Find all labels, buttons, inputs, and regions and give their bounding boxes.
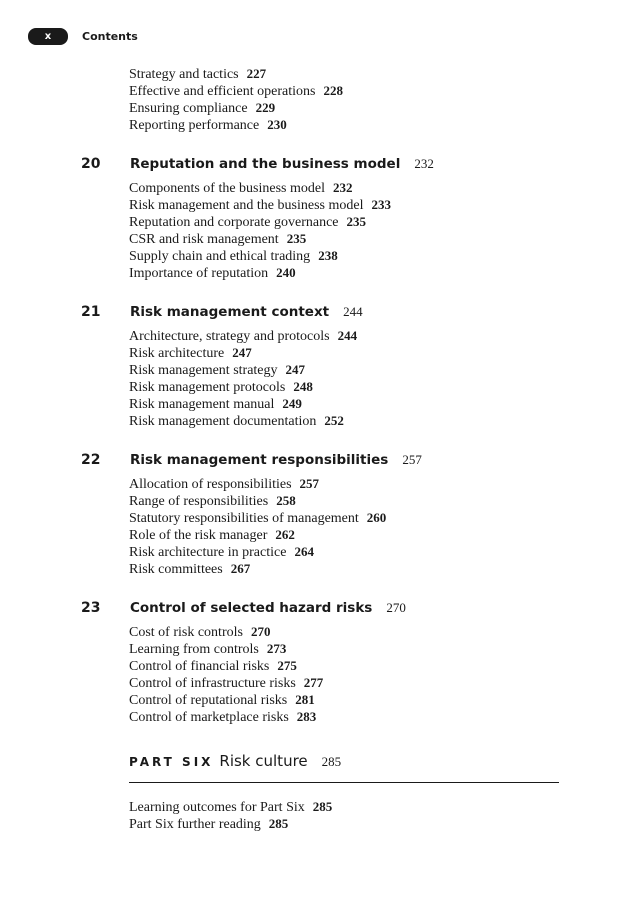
toc-entry-page: 260 — [366, 510, 387, 525]
toc-entry-title: Control of infrastructure risks — [129, 676, 296, 691]
toc-entry-page: 227 — [246, 66, 267, 81]
toc-entry-page: 281 — [295, 692, 315, 707]
toc-entry-title: Learning outcomes for Part Six — [129, 800, 305, 815]
chapter-number: 22 — [81, 452, 101, 468]
toc-entry — [129, 544, 638, 561]
toc-entry-page: 240 — [276, 265, 296, 280]
chapter-heading — [0, 156, 638, 180]
chapter-heading — [0, 452, 638, 476]
toc-entry — [129, 799, 638, 816]
toc-entry-page: 247 — [232, 345, 252, 360]
chapter-number: 21 — [81, 304, 101, 320]
chapter-title-line — [130, 600, 406, 616]
chapter-title: Risk management responsibilities — [130, 452, 389, 468]
table-of-contents — [0, 66, 638, 833]
toc-entry-title: Part Six further reading — [129, 817, 261, 832]
toc-entry — [129, 510, 638, 527]
toc-entry-title: Control of financial risks — [129, 659, 270, 674]
page-number-badge: x — [28, 28, 68, 45]
toc-entry-title: Risk management and the business model — [129, 198, 364, 213]
toc-entry-title: Risk management strategy — [129, 363, 278, 378]
chapter-heading — [0, 304, 638, 328]
chapter-21 — [0, 304, 638, 430]
toc-entry — [129, 413, 638, 430]
toc-entry-title: Reporting performance — [129, 118, 260, 133]
toc-entry-page: 235 — [346, 214, 367, 229]
toc-entry-page: 235 — [286, 231, 307, 246]
toc-entry-title: Risk management documentation — [129, 414, 317, 429]
toc-entry-page: 277 — [303, 675, 324, 690]
toc-entry-title: Components of the business model — [129, 181, 325, 196]
part-title: Risk culture — [219, 752, 308, 770]
toc-entry — [129, 214, 638, 231]
toc-entry — [129, 180, 638, 197]
toc-entry — [129, 476, 638, 493]
toc-entry — [129, 265, 638, 282]
toc-entry-title: Cost of risk controls — [129, 625, 243, 640]
toc-entry-page: 238 — [318, 248, 338, 263]
toc-entry-page: 273 — [266, 641, 287, 656]
toc-entry-title: Architecture, strategy and protocols — [129, 329, 330, 344]
chapter-22 — [0, 452, 638, 578]
chapter-page: 232 — [414, 156, 434, 171]
toc-entry-page: 275 — [277, 658, 297, 673]
toc-entry-title: Ensuring compliance — [129, 101, 248, 116]
chapter-title: Control of selected hazard risks — [130, 600, 373, 616]
toc-entry-page: 283 — [296, 709, 317, 724]
toc-entry-page: 267 — [230, 561, 251, 576]
toc-entry-title: Reputation and corporate governance — [129, 215, 339, 230]
chapter-title-line — [130, 156, 434, 172]
toc-entry — [129, 248, 638, 265]
toc-entry — [129, 641, 638, 658]
toc-entry-page: 270 — [250, 624, 271, 639]
toc-entry — [129, 328, 638, 345]
running-head: Contents — [82, 30, 138, 43]
toc-entry — [129, 527, 638, 544]
toc-entry-page: 233 — [371, 197, 391, 212]
toc-entry — [129, 658, 638, 675]
chapter-number: 20 — [81, 156, 101, 172]
toc-entry-page: 258 — [276, 493, 296, 508]
toc-entry-title: Risk committees — [129, 562, 223, 577]
toc-entry-page: 248 — [293, 379, 313, 394]
chapter-title: Risk management context — [130, 304, 330, 320]
toc-entry-title: Allocation of responsibilities — [129, 477, 292, 492]
part-heading — [129, 752, 559, 783]
toc-entry — [129, 117, 638, 134]
toc-entry-title: Supply chain and ethical trading — [129, 249, 311, 264]
chapter-23 — [0, 600, 638, 726]
toc-entry-title: Control of reputational risks — [129, 693, 288, 708]
toc-entry-title: Importance of reputation — [129, 266, 269, 281]
toc-entry-page: 247 — [285, 362, 306, 377]
toc-entry-page: 228 — [323, 83, 343, 98]
toc-entry-page: 229 — [255, 100, 276, 115]
intro-items — [0, 66, 638, 134]
chapter-20 — [0, 156, 638, 282]
toc-entry-page: 262 — [275, 527, 295, 542]
toc-entry-page: 264 — [294, 544, 314, 559]
toc-entry — [129, 66, 638, 83]
toc-entry-title: Risk management manual — [129, 397, 275, 412]
toc-entry-title: Risk architecture in practice — [129, 545, 287, 560]
toc-entry-page: 232 — [333, 180, 353, 195]
toc-entry-title: Strategy and tactics — [129, 67, 239, 82]
part-page: 285 — [321, 754, 342, 769]
toc-entry — [129, 816, 638, 833]
chapter-title-line — [130, 452, 422, 468]
toc-entry — [129, 83, 638, 100]
toc-entry — [129, 396, 638, 413]
toc-entry — [129, 197, 638, 214]
toc-entry — [129, 345, 638, 362]
toc-entry — [129, 709, 638, 726]
toc-entry-page: 257 — [299, 476, 320, 491]
toc-entry-title: Risk management protocols — [129, 380, 286, 395]
toc-entry-title: Range of responsibilities — [129, 494, 269, 509]
toc-entry-page: 244 — [337, 328, 358, 343]
part-label: PART SIX — [129, 755, 214, 769]
chapter-title: Reputation and the business model — [130, 156, 401, 172]
toc-entry — [129, 692, 638, 709]
chapter-heading — [0, 600, 638, 624]
chapter-number: 23 — [81, 600, 101, 616]
toc-entry — [129, 231, 638, 248]
toc-entry — [129, 624, 638, 641]
toc-entry-page: 249 — [282, 396, 302, 411]
chapter-title-line — [130, 304, 363, 320]
toc-entry — [129, 675, 638, 692]
toc-entry-title: Risk architecture — [129, 346, 225, 361]
toc-entry — [129, 561, 638, 578]
page-header — [28, 28, 138, 45]
toc-entry-title: Role of the risk manager — [129, 528, 268, 543]
toc-entry-title: Control of marketplace risks — [129, 710, 289, 725]
toc-entry — [129, 493, 638, 510]
toc-entry — [129, 100, 638, 117]
toc-entry-page: 285 — [312, 799, 333, 814]
toc-entry-page: 285 — [268, 816, 289, 831]
toc-entry-page: 252 — [324, 413, 344, 428]
chapter-page: 270 — [386, 600, 406, 615]
chapter-page: 244 — [343, 304, 363, 319]
part-items — [0, 799, 638, 833]
toc-entry-title: Learning from controls — [129, 642, 259, 657]
toc-entry-title: Statutory responsibilities of management — [129, 511, 359, 526]
toc-entry-title: Effective and efficient operations — [129, 84, 316, 99]
toc-entry-page: 230 — [267, 117, 287, 132]
chapter-page: 257 — [402, 452, 422, 467]
toc-entry — [129, 362, 638, 379]
toc-entry — [129, 379, 638, 396]
toc-entry-title: CSR and risk management — [129, 232, 279, 247]
